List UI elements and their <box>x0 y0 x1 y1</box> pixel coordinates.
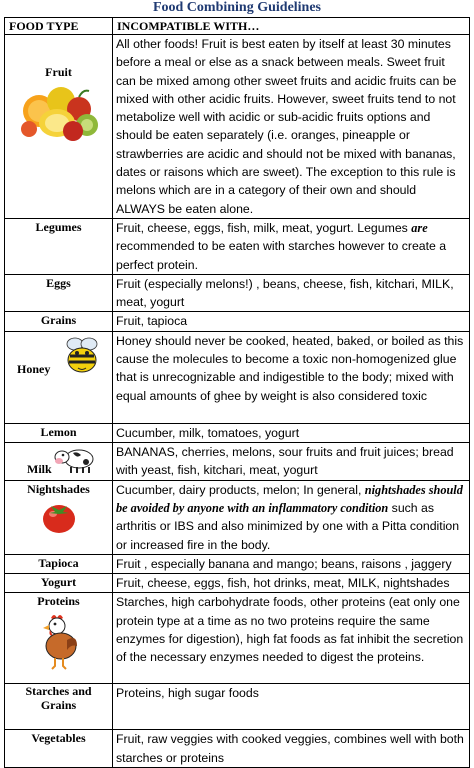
table-row <box>5 218 470 274</box>
header-food-type: FOOD TYPE <box>5 18 113 35</box>
food-name: Nightshades <box>27 481 90 496</box>
incompatible-cell <box>113 480 470 554</box>
table-row <box>5 730 470 768</box>
food-name: Honey <box>17 361 51 376</box>
text-part: recommended to be eaten with starches however to create a perfect protein. <box>116 239 447 272</box>
food-name: Lemon <box>40 424 77 439</box>
food-name: Starches and Grains <box>25 684 92 713</box>
table-row <box>5 593 470 684</box>
emphasis-text: are <box>411 220 428 235</box>
food-type-cell <box>5 331 113 423</box>
text-part: Fruit, cheese, eggs, fish, milk, meat, yogurt. Legumes <box>116 220 412 235</box>
incompatible-cell: Fruit , especially banana and mango; beans, raisons , jaggery <box>113 554 470 573</box>
table-row <box>5 554 470 573</box>
food-name: Milk <box>27 462 52 477</box>
tomato-icon <box>39 497 79 535</box>
table-row <box>5 443 470 481</box>
incompatible-cell: BANANAS, cherries, melons, sour fruits and fruit juices; bread with yeast, fish, kitchari, meat, yogurt <box>113 443 470 481</box>
food-name: Proteins <box>37 594 80 609</box>
food-type-cell <box>5 312 113 331</box>
table-row <box>5 423 470 442</box>
table-row <box>5 312 470 331</box>
incompatible-cell: Fruit, tapioca <box>113 312 470 331</box>
incompatible-cell <box>113 218 470 274</box>
food-name: Grains <box>40 313 77 328</box>
incompatible-cell: Cucumber, milk, tomatoes, yogurt <box>113 423 470 442</box>
food-type-cell <box>5 554 113 573</box>
food-combining-table <box>4 17 470 768</box>
incompatible-cell: Starches, high carbohydrate foods, other proteins (eat only one protein type at a time as no two proteins require the same enzymes for digestion), high fat foods as fat inhibit the secretion of the necessary enzymes needed to digest the proteins. <box>113 593 470 684</box>
food-type-cell <box>5 684 113 730</box>
page-title: Food Combining Guidelines <box>152 0 322 15</box>
incompatible-cell: Fruit (especially melons!) , beans, cheese, fish, kitchari, MILK, meat, yogurt <box>113 274 470 312</box>
header-row <box>5 18 470 35</box>
food-type-cell <box>5 274 113 312</box>
text-part: such as arthritis or IBS and also minimized by one with a Pitta condition or increased fire in the body. <box>116 500 460 552</box>
incompatible-cell: Fruit, cheese, eggs, fish, hot drinks, meat, MILK, nightshades <box>113 574 470 593</box>
incompatible-cell: Fruit, raw veggies with cooked veggies, combines well with both starches or proteins <box>113 730 470 768</box>
food-name: Legumes <box>35 219 82 234</box>
incompatible-cell: Proteins, high sugar foods <box>113 684 470 730</box>
food-type-cell <box>5 35 113 219</box>
food-type-cell <box>5 480 113 554</box>
text-part: Cucumber, dairy products, melon; In general, <box>116 482 365 497</box>
table-row <box>5 331 470 423</box>
fruit-basket-icon <box>17 79 101 145</box>
food-type-cell <box>5 423 113 442</box>
chicken-icon <box>37 612 81 672</box>
incompatible-cell: Honey should never be cooked, heated, baked, or boiled as this cause the molecules to become a toxic non-homogenized glue that is unrecognizable and indigestible to the body; mixed with equal amounts of ghee by weight is also considered toxic <box>113 331 470 423</box>
cow-icon <box>53 445 97 475</box>
food-type-cell <box>5 574 113 593</box>
bee-icon <box>61 336 103 376</box>
table-row <box>5 684 470 730</box>
food-type-cell <box>5 443 113 481</box>
food-name: Eggs <box>46 275 71 290</box>
table-row <box>5 35 470 219</box>
table-row <box>5 274 470 312</box>
food-name: Fruit <box>45 65 72 79</box>
emphasis-text: nightshades should be avoided by anyone with an inflammatory condition <box>116 482 463 515</box>
food-name: Tapioca <box>38 555 79 570</box>
food-type-cell <box>5 730 113 768</box>
incompatible-cell: All other foods! Fruit is best eaten by itself at least 30 minutes before a meal or else as a snack between meals. Sweet fruit can be mixed among other sweet fruits and acidic fruits can be mixed with other acidic fruits. However, sweet fruits tend to not metabolize well with acidic or sub-acidic fruits options and should be eaten separately (i.e. oranges, pineapple or strawberries are acidic and should not be mixed with bananas, dates or raisons which are sweet). The exception to this rule is melons which are in a category of their own and should ALWAYS be eaten alone. <box>113 35 470 219</box>
header-incompatible: INCOMPATIBLE WITH… <box>113 18 470 35</box>
table-row <box>5 480 470 554</box>
food-name: Yogurt <box>40 575 77 590</box>
food-name: Vegetables <box>31 731 86 746</box>
food-type-cell <box>5 593 113 684</box>
food-type-cell <box>5 218 113 274</box>
table-row <box>5 574 470 593</box>
